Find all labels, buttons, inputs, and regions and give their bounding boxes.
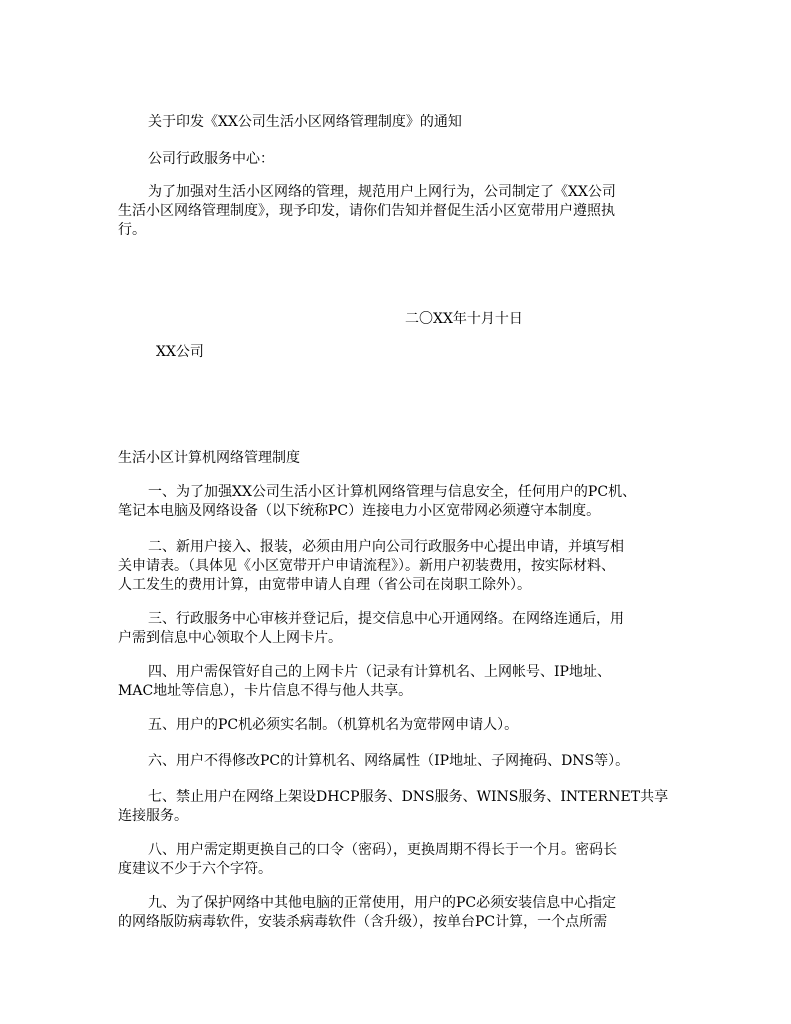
regulation-title: 生活小区计算机网络管理制度 (118, 450, 300, 466)
regulation-item-4-line-1: 四、用户需保管好自己的上网卡片（记录有计算机名、上网帐号、IP地址、 (148, 664, 611, 680)
regulation-item-2-line-3: 人工发生的费用计算，由宽带申请人自理（省公司在岗职工除外）。 (118, 577, 531, 593)
regulation-item-3-line-1: 三、行政服务中心审核并登记后，提交信息中心开通网络。在网络连通后，用 (148, 611, 624, 627)
notice-body-line-1: 为了加强对生活小区网络的管理，规范用户上网行为，公司制定了《XX公司 (148, 184, 616, 200)
regulation-item-8-line-2: 度建议不少于六个字符。 (118, 861, 272, 877)
notice-body-line-3: 行。 (118, 222, 146, 238)
notice-body-line-2: 生活小区网络管理制度》，现予印发，请你们告知并督促生活小区宽带用户遵照执 (118, 203, 615, 219)
notice-title: 关于印发《XX公司生活小区网络管理制度》的通知 (148, 114, 462, 130)
notice-recipient: 公司行政服务中心： (148, 151, 274, 167)
regulation-item-4-line-2: MAC地址等信息），卡片信息不得与他人共享。 (118, 683, 413, 699)
regulation-item-7-line-2: 连接服务。 (118, 808, 188, 824)
regulation-item-5-line-1: 五、用户的PC机必须实名制。（机算机名为宽带网申请人）。 (148, 717, 519, 733)
regulation-item-3-line-2: 户需到信息中心领取个人上网卡片。 (118, 630, 342, 646)
regulation-item-7-line-1: 七、禁止用户在网络上架设DHCP服务、DNS服务、WINS服务、INTERNET共享 (148, 789, 669, 805)
regulation-item-8-line-1: 八、用户需定期更换自己的口令（密码），更换周期不得长于一个月。密码长 (148, 842, 617, 858)
regulation-item-6-line-1: 六、用户不得修改PC的计算机名、网络属性（IP地址、子网掩码、DNS等）。 (148, 753, 630, 769)
regulation-item-1-line-2: 笔记本电脑及网络设备（以下统称PC）连接电力小区宽带网必须遵守本制度。 (118, 503, 601, 519)
regulation-item-2-line-2: 关申请表。（具体见《小区宽带开户申请流程》）。新用户初装费用，按实际材料、 (118, 558, 615, 574)
notice-date: 二〇XX年十月十日 (405, 311, 523, 327)
regulation-item-1-line-1: 一、为了加强XX公司生活小区计算机网络管理与信息安全，任何用户的PC机、 (148, 484, 637, 500)
regulation-item-2-line-1: 二、新用户接入、报装，必须由用户向公司行政服务中心提出申请，并填写相 (148, 539, 624, 555)
notice-signature: XX公司 (156, 344, 204, 360)
regulation-item-9-line-2: 的网络版防病毒软件，安装杀病毒软件（含升级），按单台PC计算，一个点所需 (118, 914, 608, 930)
regulation-item-9-line-1: 九、为了保护网络中其他电脑的正常使用，用户的PC必须安装信息中心指定 (148, 895, 617, 911)
